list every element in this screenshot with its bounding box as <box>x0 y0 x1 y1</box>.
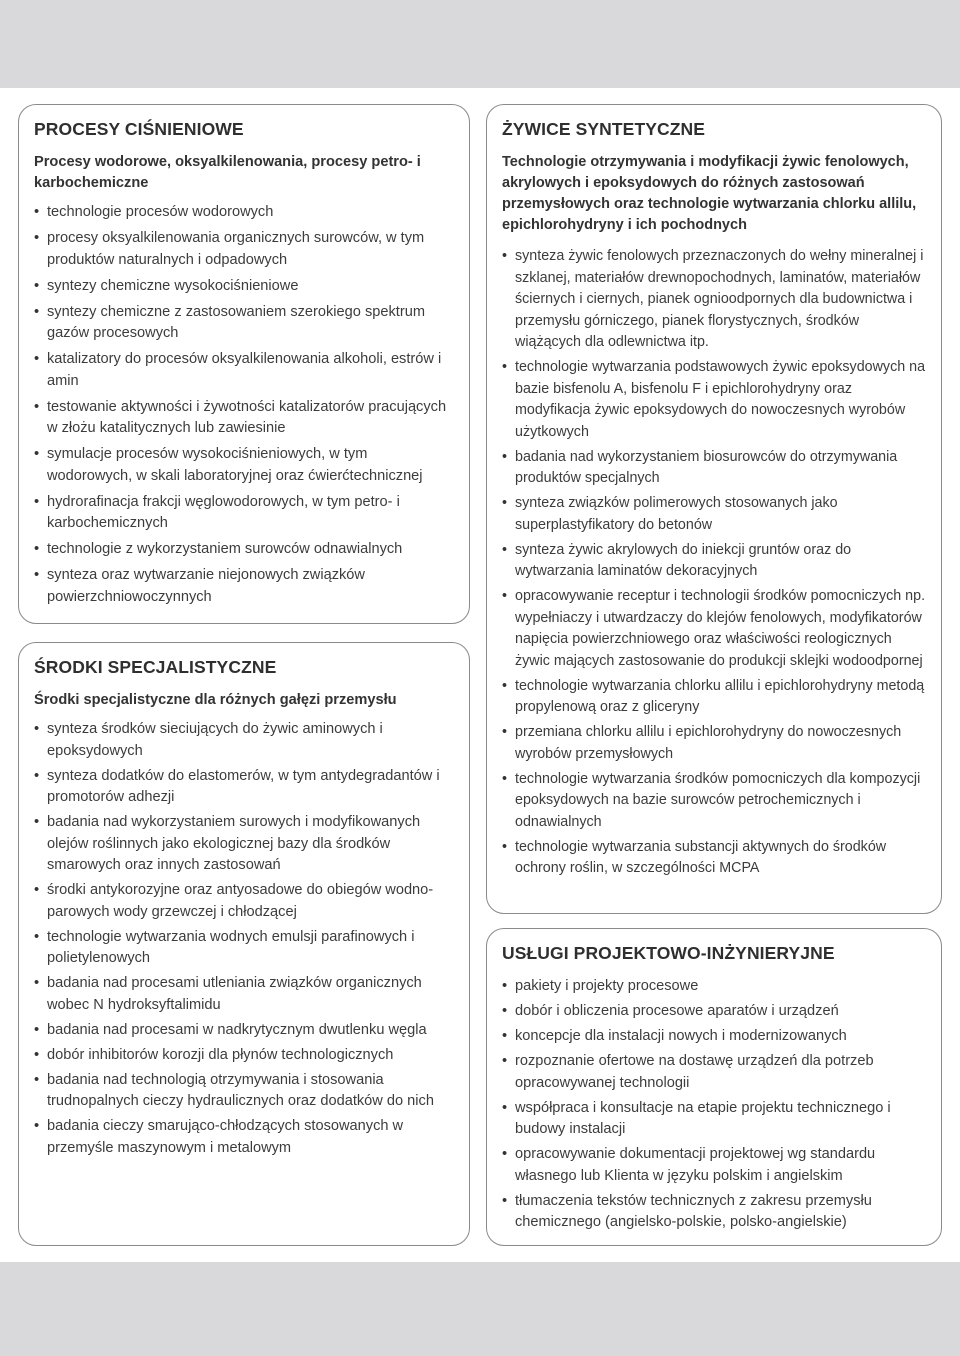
list-item: • hydrorafinacja frakcji węglowodorowych, w tym petro- i karbochemicznych <box>34 492 455 535</box>
list-item: • technologie z wykorzystaniem surowców odnawialnych <box>34 539 455 561</box>
bullet-list <box>502 246 927 880</box>
list-item: • synteza środków sieciujących do żywic aminowych i epoksydowych <box>34 719 455 762</box>
list-item: • technologie wytwarzania podstawowych żywic epoksydowych na bazie bisfenolu A, bisfenolu F i epichlorohydryny oraz modyfikacja żywic epoksydowych do nowoczesnych wyrobów użytkowych <box>502 357 927 443</box>
list-item: • pakiety i projekty procesowe <box>502 976 927 998</box>
section-title: ŻYWICE SYNTETYCZNE <box>502 119 706 139</box>
list-item: • dobór inhibitorów korozji dla płynów technologicznych <box>34 1045 455 1067</box>
top-gray-band <box>0 0 960 88</box>
list-item: • syntezy chemiczne wysokociśnieniowe <box>34 276 455 298</box>
list-item: • technologie wytwarzania wodnych emulsji parafinowych i polietylenowych <box>34 927 455 970</box>
list-item: • technologie wytwarzania środków pomocniczych dla kompozycji epoksydowych na bazie surowców petrochemicznych i odnawialnych <box>502 769 927 834</box>
list-item: • koncepcje dla instalacji nowych i modernizowanych <box>502 1026 927 1048</box>
list-item: • środki antykorozyjne oraz antyosadowe do obiegów wodno-parowych wody grzewczej i chłodzącej <box>34 880 455 923</box>
bullet-list <box>34 202 455 608</box>
list-item: • procesy oksyalkilenowania organicznych surowców, w tym produktów naturalnych i odpadowych <box>34 228 455 271</box>
list-item: • opracowywanie dokumentacji projektowej wg standardu własnego lub Klienta w języku polskim i angielskim <box>502 1144 927 1187</box>
bullet-list <box>502 976 927 1234</box>
list-item: • badania nad wykorzystaniem surowych i modyfikowanych olejów roślinnych jako ekologicznej bazy dla środków smarowych oraz innych zastosowań <box>34 812 455 877</box>
list-item: • badania cieczy smarująco-chłodzących stosowanych w przemyśle maszynowym i metalowym <box>34 1116 455 1159</box>
list-item: • syntezy chemiczne z zastosowaniem szerokiego spektrum gazów procesowych <box>34 302 455 345</box>
list-item: • synteza związków polimerowych stosowanych jako superplastyfikatory do betonów <box>502 493 927 536</box>
section-title: USŁUGI PROJEKTOWO-INŻYNIERYJNE <box>502 943 835 963</box>
list-item: • badania nad procesami w nadkrytycznym dwutlenku węgla <box>34 1020 455 1042</box>
list-item: • technologie wytwarzania substancji aktywnych do środków ochrony roślin, w szczególności MCPA <box>502 837 927 880</box>
list-item: • dobór i obliczenia procesowe aparatów i urządzeń <box>502 1001 927 1023</box>
list-item: • współpraca i konsultacje na etapie projektu technicznego i budowy instalacji <box>502 1098 927 1141</box>
list-item: • katalizatory do procesów oksyalkilenowania alkoholi, estrów i amin <box>34 349 455 392</box>
section-title: ŚRODKI SPECJALISTYCZNE <box>34 657 277 677</box>
list-item: • synteza żywic fenolowych przeznaczonych do wełny mineralnej i szklanej, materiałów drewnopochodnych, laminatów, materiałów ściernych i ciernych, pianek ognioodpornych dla budownictwa i przemysłu górniczego, pianek florystycznych, środków wiążących dla odlewnictwa itp. <box>502 246 927 354</box>
section-subtitle: Środki specjalistyczne dla różnych gałęzi przemysłu <box>34 692 397 708</box>
list-item: • opracowywanie receptur i technologii środków pomocniczych np. wypełniaczy i utwardzaczy do klejów fenolowych, modyfikatorów napięcia powierzchniowego oraz właściwości reologicznych żywic mających zastosowanie do produkcji sklejki wodoodpornej <box>502 586 927 672</box>
section-procesy-cisnieniowe <box>18 104 470 624</box>
list-item: • synteza żywic akrylowych do iniekcji gruntów oraz do wytwarzania laminatów dekoracyjnych <box>502 540 927 583</box>
section-subtitle: Technologie otrzymywania i modyfikacji żywic fenolowych, akrylowych i epoksydowych do różnych zastosowań przemysłowych oraz technologie wytwarzania chlorku allilu, epichlorohydryny i ich pochodnych <box>502 154 917 233</box>
section-uslugi-projektowo-inzynieryjne <box>486 928 942 1246</box>
bullet-list <box>34 719 455 1159</box>
list-item: • symulacje procesów wysokociśnieniowych, w tym wodorowych, w skali laboratoryjnej oraz ćwierćtechnicznej <box>34 444 455 487</box>
list-item: • testowanie aktywności i żywotności katalizatorów pracujących w złożu katalitycznych lub zawiesinie <box>34 397 455 440</box>
section-srodki-specjalistyczne <box>18 642 470 1246</box>
list-item: • rozpoznanie ofertowe na dostawę urządzeń dla potrzeb opracowywanej technologii <box>502 1051 927 1094</box>
list-item: • technologie procesów wodorowych <box>34 202 455 224</box>
list-item: • synteza oraz wytwarzanie niejonowych związków powierzchniowoczynnych <box>34 565 455 608</box>
list-item: • technologie wytwarzania chlorku allilu i epichlorohydryny metodą propylenową oraz z gliceryny <box>502 676 927 719</box>
list-item: • badania nad wykorzystaniem biosurowców do otrzymywania produktów specjalnych <box>502 447 927 490</box>
section-zywice-syntetyczne <box>486 104 942 914</box>
list-item: • tłumaczenia tekstów technicznych z zakresu przemysłu chemicznego (angielsko-polskie, polsko-angielskie) <box>502 1191 927 1234</box>
section-subtitle: Procesy wodorowe, oksyalkilenowania, procesy petro- i karbochemiczne <box>34 154 421 191</box>
list-item: • badania nad technologią otrzymywania i stosowania trudnopalnych cieczy hydraulicznych oraz dodatków do nich <box>34 1070 455 1113</box>
list-item: • przemiana chlorku allilu i epichlorohydryny do nowoczesnych wyrobów przemysłowych <box>502 722 927 765</box>
section-title: PROCESY CIŚNIENIOWE <box>34 119 244 139</box>
bottom-gray-band <box>0 1262 960 1356</box>
list-item: • badania nad procesami utleniania związków organicznych wobec N hydroksyftalimidu <box>34 973 455 1016</box>
list-item: • synteza dodatków do elastomerów, w tym antydegradantów i promotorów adhezji <box>34 766 455 809</box>
